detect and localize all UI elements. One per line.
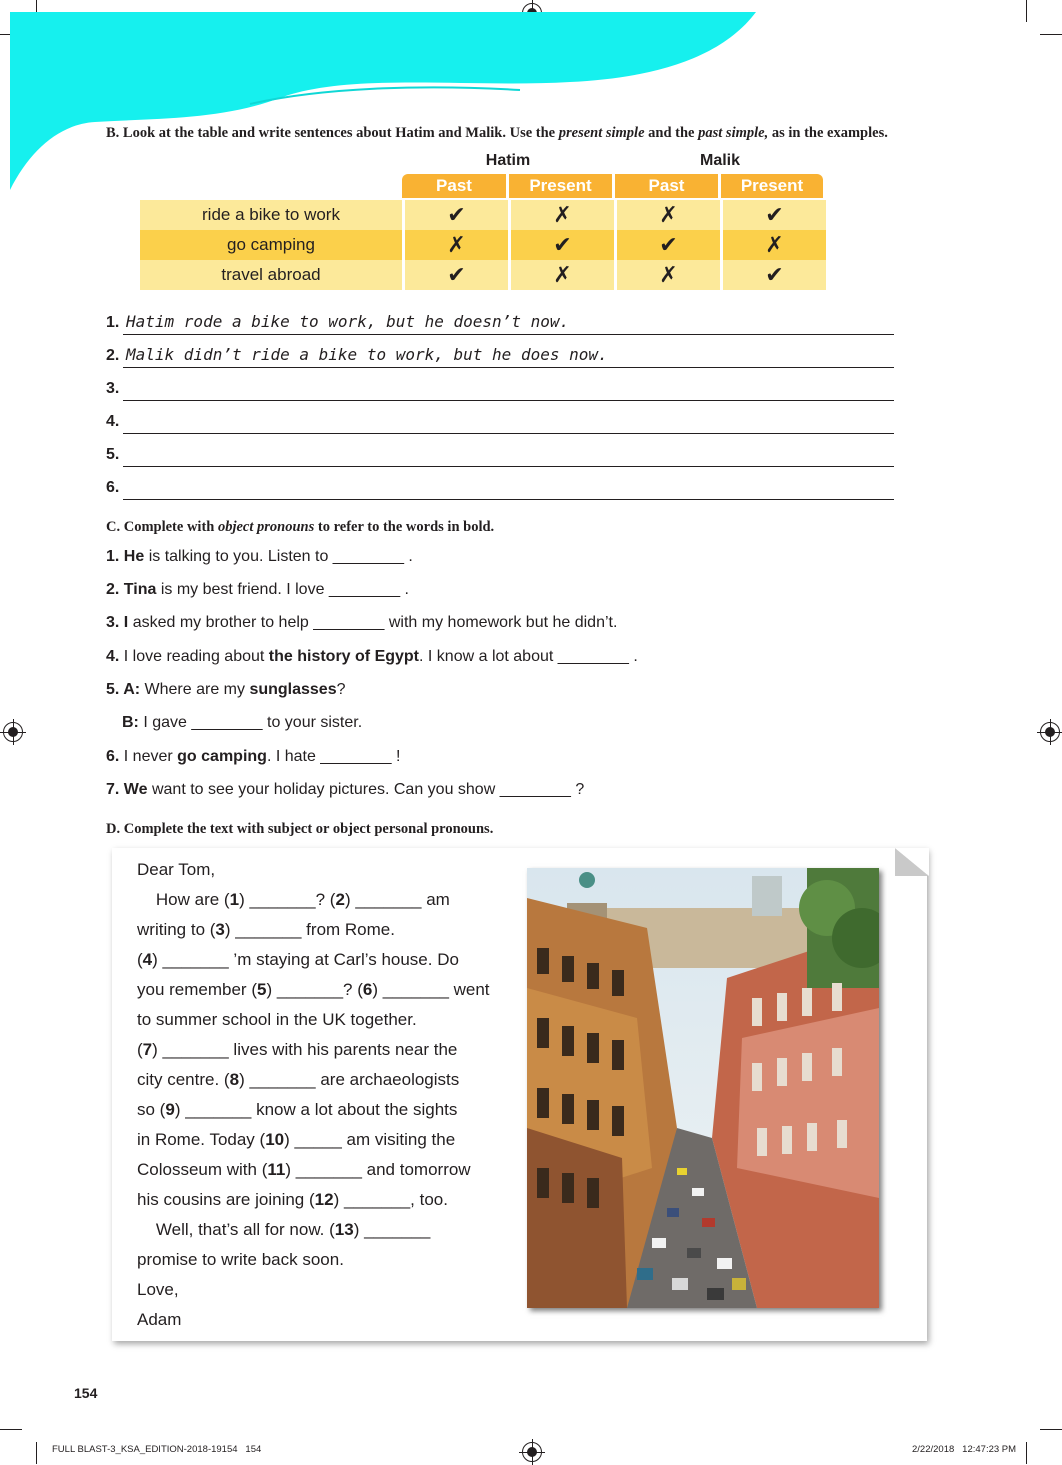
answer-text: Hatim rode a bike to work, but he doesn’t now. (126, 312, 570, 331)
letter-line: (7) _______ lives with his parents near the (137, 1040, 458, 1059)
activity-table (137, 200, 829, 290)
exercise-item: 3. I asked my brother to help ________ with my homework but he didn’t. (106, 614, 618, 631)
letter-line: Adam (137, 1310, 182, 1329)
answer-line-6[interactable] (106, 479, 894, 501)
section-b-instruction: B. Look at the table and write sentences about Hatim and Malik. Use the present simple and the past simple, as in the examples. (106, 125, 888, 141)
page-curl-icon (895, 848, 929, 876)
exercise-item: 7. We want to see your holiday pictures. Can you show ________ ? (106, 781, 585, 798)
column-header-past: Past (402, 174, 506, 198)
answer-number: 5. (106, 446, 120, 463)
exercise-item: B: I gave ________ to your sister. (122, 714, 363, 731)
letter-line: so (9) _______ know a lot about the sights (137, 1100, 458, 1119)
answer-line-1[interactable] (106, 314, 894, 336)
cross-mark-icon: ✗ (617, 260, 720, 290)
print-timestamp: 2/22/2018 12:47:23 PM (912, 1444, 1017, 1455)
letter-line: Colosseum with (11) _______ and tomorrow (137, 1160, 471, 1179)
letter-line: you remember (5) _______? (6) _______ went (137, 980, 490, 999)
row-label: go camping (140, 230, 402, 260)
letter-line: How are (1) _______? (2) _______ am (137, 890, 450, 909)
header-wave-banner (0, 0, 1062, 200)
answer-number: 3. (106, 380, 120, 397)
exercise-item: 5. A: Where are my sunglasses? (106, 681, 346, 698)
answer-number: 1. (106, 314, 120, 331)
check-mark-icon: ✔ (405, 260, 508, 290)
letter-line: writing to (3) _______ from Rome. (137, 920, 395, 939)
person-header-hatim: Hatim (485, 152, 531, 169)
letter-line: city centre. (8) _______ are archaeologists (137, 1070, 460, 1089)
table-row (140, 260, 826, 290)
registration-mark-icon (1040, 722, 1060, 742)
print-slug: FULL BLAST-3_KSA_EDITION-2018-19154 154 (52, 1444, 262, 1455)
letter-line: Well, that’s all for now. (13) _______ (137, 1220, 431, 1239)
exercise-item: 2. Tina is my best friend. I love ________ . (106, 581, 409, 598)
person-header-malik: Malik (699, 152, 740, 169)
registration-mark-icon (522, 1442, 542, 1462)
letter-line: in Rome. Today (10) _____ am visiting the (137, 1130, 456, 1149)
answer-line-4[interactable] (106, 413, 894, 435)
table-row (140, 200, 826, 230)
crop-mark (0, 1429, 22, 1430)
check-mark-icon: ✔ (723, 200, 826, 230)
check-mark-icon: ✔ (405, 200, 508, 230)
letter-line: Love, (137, 1280, 179, 1299)
cross-mark-icon: ✗ (723, 230, 826, 260)
cross-mark-icon: ✗ (511, 260, 614, 290)
column-header-present: Present (509, 174, 612, 198)
check-mark-icon: ✔ (617, 230, 720, 260)
exercise-item: 4. I love reading about the history of Egypt. I know a lot about ________ . (106, 648, 638, 665)
answer-line-2[interactable] (106, 347, 894, 369)
column-header-present: Present (721, 174, 823, 198)
section-d-instruction: D. Complete the text with subject or object personal pronouns. (106, 821, 494, 837)
answer-number: 4. (106, 413, 120, 430)
letter-line: promise to write back soon. (137, 1250, 344, 1269)
crop-mark (36, 1442, 37, 1464)
letter-line: Dear Tom, (137, 860, 216, 879)
row-label: ride a bike to work (140, 200, 402, 230)
answer-line-3[interactable] (106, 380, 894, 402)
table-row (140, 230, 826, 260)
registration-mark-icon (3, 722, 23, 742)
letter-line: (4) _______ ’m staying at Carl’s house. Do (137, 950, 459, 969)
letter-line: his cousins are joining (12) _______, too. (137, 1190, 448, 1209)
page-number: 154 (74, 1385, 98, 1401)
cross-mark-icon: ✗ (405, 230, 508, 260)
rome-street-photo (527, 868, 879, 1308)
crop-mark (1040, 1429, 1062, 1430)
column-header-past: Past (615, 174, 718, 198)
cross-mark-icon: ✗ (617, 200, 720, 230)
letter-line: to summer school in the UK together. (137, 1010, 417, 1029)
exercise-item: 6. I never go camping. I hate ________ ! (106, 748, 401, 765)
exercise-item: 1. He is talking to you. Listen to ________ . (106, 548, 413, 565)
check-mark-icon: ✔ (511, 230, 614, 260)
answer-number: 6. (106, 479, 120, 496)
check-mark-icon: ✔ (723, 260, 826, 290)
section-c-instruction: C. Complete with object pronouns to refer to the words in bold. (106, 519, 495, 535)
answer-text: Malik didn’t ride a bike to work, but he does now. (126, 345, 608, 364)
crop-mark (1026, 1442, 1027, 1464)
row-label: travel abroad (140, 260, 402, 290)
answer-line-5[interactable] (106, 446, 894, 468)
answer-number: 2. (106, 347, 120, 364)
cross-mark-icon: ✗ (511, 200, 614, 230)
